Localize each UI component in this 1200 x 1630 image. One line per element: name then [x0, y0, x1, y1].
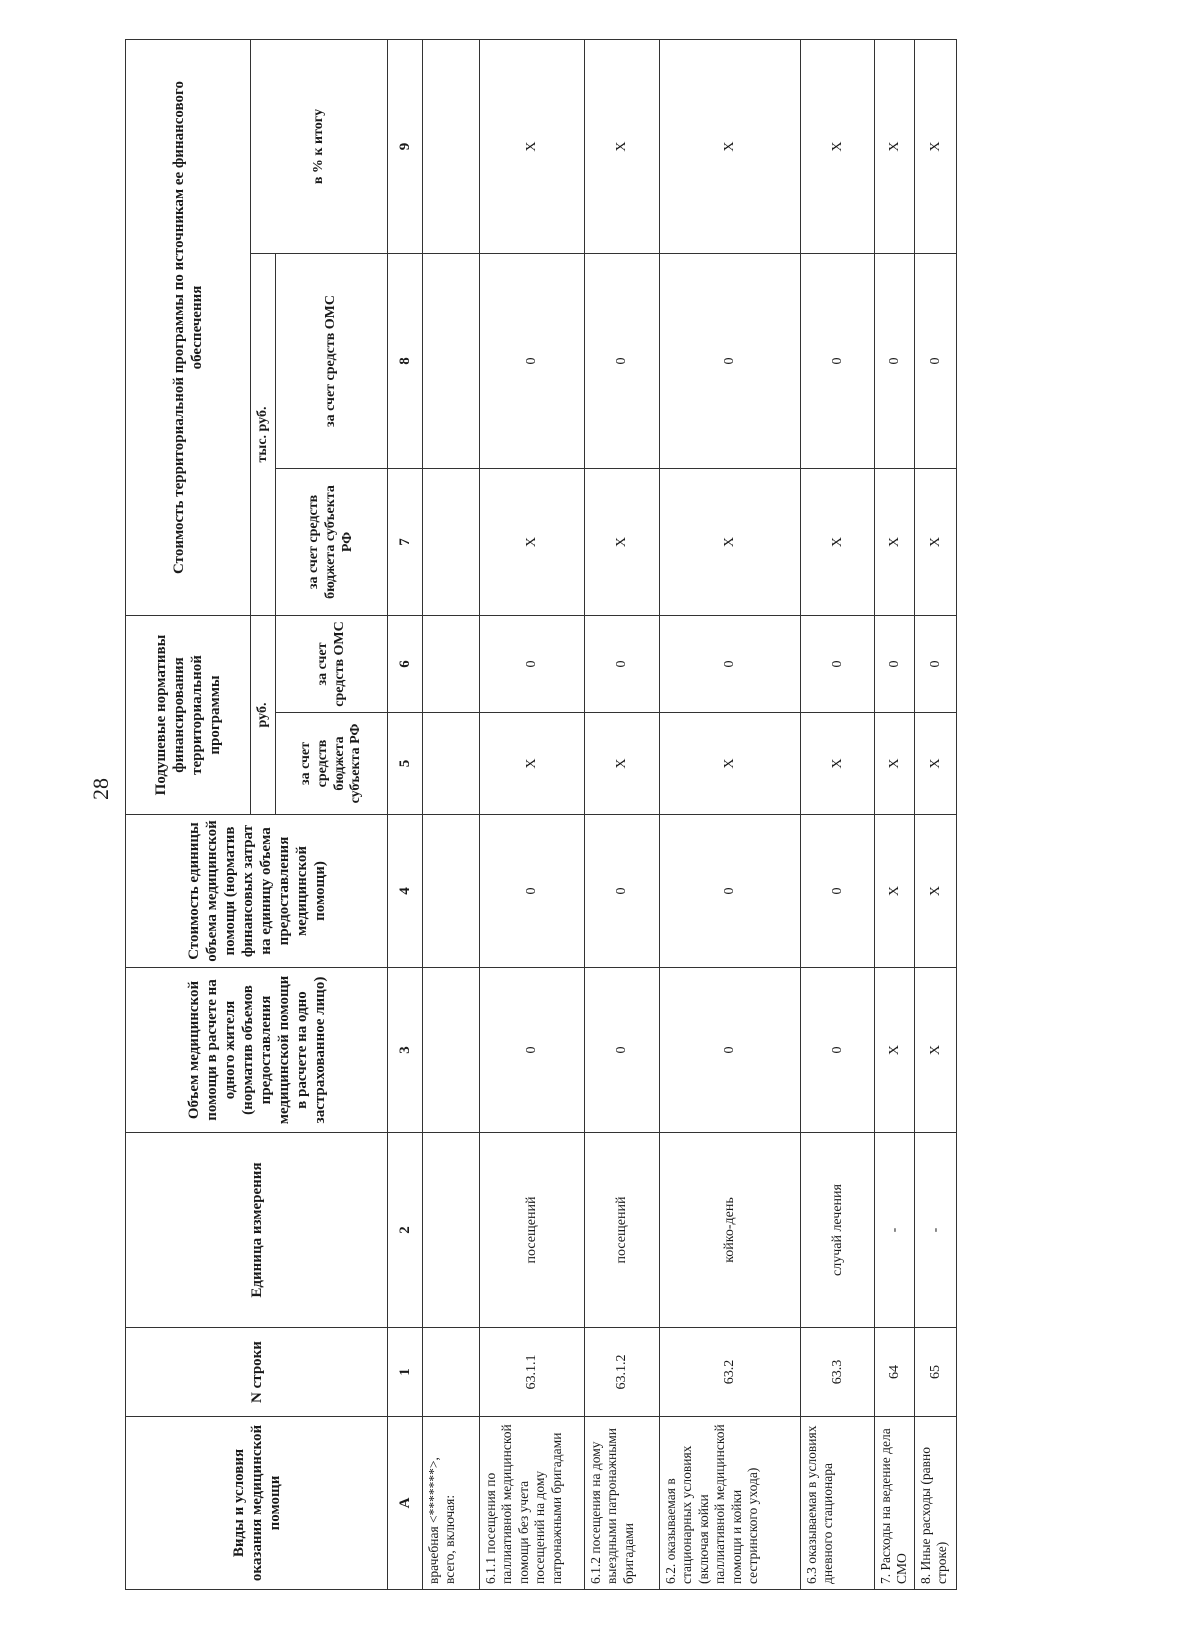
per-capita-oms-cell: 0	[585, 616, 660, 713]
page-number: 28	[88, 778, 113, 800]
percent-cell: X	[585, 39, 660, 253]
column-number: 9	[388, 39, 423, 253]
row-number-cell: 64	[875, 1328, 915, 1417]
per-capita-oms-cell: 0	[875, 616, 915, 713]
cost-budget-cell: X	[875, 469, 915, 616]
unit-cost-cell: 0	[480, 815, 585, 968]
row-number-cell: 63.1.1	[480, 1328, 585, 1417]
column-number: 5	[388, 713, 423, 815]
row-number-cell: 63.2	[660, 1328, 801, 1417]
table-row	[423, 39, 480, 1589]
per-capita-budget-cell	[423, 713, 480, 815]
volume-cell: X	[875, 968, 915, 1133]
cost-budget-cell: X	[585, 469, 660, 616]
column-number: 8	[388, 254, 423, 469]
cost-oms-cell: 0	[585, 254, 660, 469]
cost-budget-cell: X	[480, 469, 585, 616]
table-row	[480, 39, 585, 1589]
row-number-cell	[423, 1328, 480, 1417]
header-unit: Единица измерения	[126, 1133, 388, 1328]
table-row	[585, 39, 660, 1589]
row-number-cell: 63.3	[801, 1328, 875, 1417]
header-care-types: Виды и условия оказания медицинской помощи	[126, 1417, 388, 1590]
per-capita-oms-cell: 0	[915, 616, 957, 713]
header-cost-budget: за счет средств бюджета субъекта РФ	[276, 469, 388, 616]
unit-cost-cell: 0	[660, 815, 801, 968]
per-capita-budget-cell: X	[915, 713, 957, 815]
column-number-row	[388, 39, 423, 1589]
row-label: 7. Расходы на ведение дела СМО	[875, 1417, 915, 1590]
row-label: 6.1.1 посещения по паллиативной медицинской помощи без учета посещений на дому патронажными бригадами	[480, 1417, 585, 1590]
volume-cell: 0	[660, 968, 801, 1133]
percent-cell: X	[480, 39, 585, 253]
unit-cell: -	[915, 1133, 957, 1328]
per-capita-oms-cell: 0	[660, 616, 801, 713]
row-label: 6.2. оказываемая в стационарных условиях (включая койки паллиативной медицинской помощи и койки сестринского ухода)	[660, 1417, 801, 1590]
unit-cost-cell: X	[875, 815, 915, 968]
per-capita-budget-cell: X	[801, 713, 875, 815]
percent-cell: X	[660, 39, 801, 253]
header-row-number: N строки	[126, 1328, 388, 1417]
cost-oms-cell: 0	[875, 254, 915, 469]
header-unit-cost: Стоимость единицы объема медицинской помощи (норматив финансовых затрат на единицу объема предоставления медицинской помощи)	[126, 815, 388, 968]
column-number: 7	[388, 469, 423, 616]
per-capita-oms-cell	[423, 616, 480, 713]
cost-budget-cell: X	[801, 469, 875, 616]
cost-oms-cell: 0	[660, 254, 801, 469]
per-capita-oms-cell: 0	[480, 616, 585, 713]
header-per-capita-budget: за счет средств бюджета субъекта РФ	[276, 713, 388, 815]
per-capita-budget-cell: X	[480, 713, 585, 815]
unit-cost-cell: X	[915, 815, 957, 968]
header-percent-total: в % к итогу	[251, 39, 388, 253]
unit-cell: -	[875, 1133, 915, 1328]
per-capita-oms-cell: 0	[801, 616, 875, 713]
row-label: 8. Иные расходы (равно строке)	[915, 1417, 957, 1590]
row-number-cell: 63.1.2	[585, 1328, 660, 1417]
header-rub: руб.	[251, 616, 276, 815]
unit-cost-cell: 0	[801, 815, 875, 968]
header-volume: Объем медицинской помощи в расчете на одного жителя (норматив объемов предоставления медицинской помощи в расчете на одно застрахованное лицо)	[126, 968, 388, 1133]
table-header	[126, 39, 388, 1589]
table-row	[875, 39, 915, 1589]
header-cost-oms: за счет средств ОМС	[276, 254, 388, 469]
column-number: 3	[388, 968, 423, 1133]
row-label: 6.1.2 посещения на дому выездными патронажными бригадами	[585, 1417, 660, 1590]
document-table-container	[125, 40, 957, 1590]
unit-cost-cell	[423, 815, 480, 968]
column-number: А	[388, 1417, 423, 1590]
cost-budget-cell: X	[660, 469, 801, 616]
volume-cell: 0	[585, 968, 660, 1133]
percent-cell: X	[875, 39, 915, 253]
cost-oms-cell: 0	[915, 254, 957, 469]
volume-cell	[423, 968, 480, 1133]
percent-cell	[423, 39, 480, 253]
column-number: 6	[388, 616, 423, 713]
financing-table	[125, 39, 957, 1590]
table-body	[423, 39, 957, 1589]
cost-budget-cell: X	[915, 469, 957, 616]
unit-cell: посещений	[480, 1133, 585, 1328]
cost-oms-cell	[423, 254, 480, 469]
table-row	[660, 39, 801, 1589]
unit-cell: койко-день	[660, 1133, 801, 1328]
per-capita-budget-cell: X	[660, 713, 801, 815]
unit-cost-cell: 0	[585, 815, 660, 968]
percent-cell: X	[801, 39, 875, 253]
unit-cell: случай лечения	[801, 1133, 875, 1328]
header-per-capita-oms: за счет средств ОМС	[276, 616, 388, 713]
header-per-capita: Подушевые нормативы финансирования территориальной программы	[126, 616, 251, 815]
volume-cell: X	[915, 968, 957, 1133]
cost-budget-cell	[423, 469, 480, 616]
unit-cell: посещений	[585, 1133, 660, 1328]
percent-cell: X	[915, 39, 957, 253]
table-row	[801, 39, 875, 1589]
header-program-cost: Стоимость территориальной программы по источникам ее финансового обеспечения	[126, 39, 251, 615]
table-row	[915, 39, 957, 1589]
per-capita-budget-cell: X	[875, 713, 915, 815]
cost-oms-cell: 0	[801, 254, 875, 469]
column-number: 4	[388, 815, 423, 968]
unit-cell	[423, 1133, 480, 1328]
column-number: 1	[388, 1328, 423, 1417]
row-label: 6.3 оказываемая в условиях дневного стационара	[801, 1417, 875, 1590]
header-thousand-rub: тыс. руб.	[251, 254, 276, 616]
row-label: врачебная <*******>, всего, включая:	[423, 1417, 480, 1590]
column-number: 2	[388, 1133, 423, 1328]
cost-oms-cell: 0	[480, 254, 585, 469]
per-capita-budget-cell: X	[585, 713, 660, 815]
volume-cell: 0	[801, 968, 875, 1133]
volume-cell: 0	[480, 968, 585, 1133]
row-number-cell: 65	[915, 1328, 957, 1417]
